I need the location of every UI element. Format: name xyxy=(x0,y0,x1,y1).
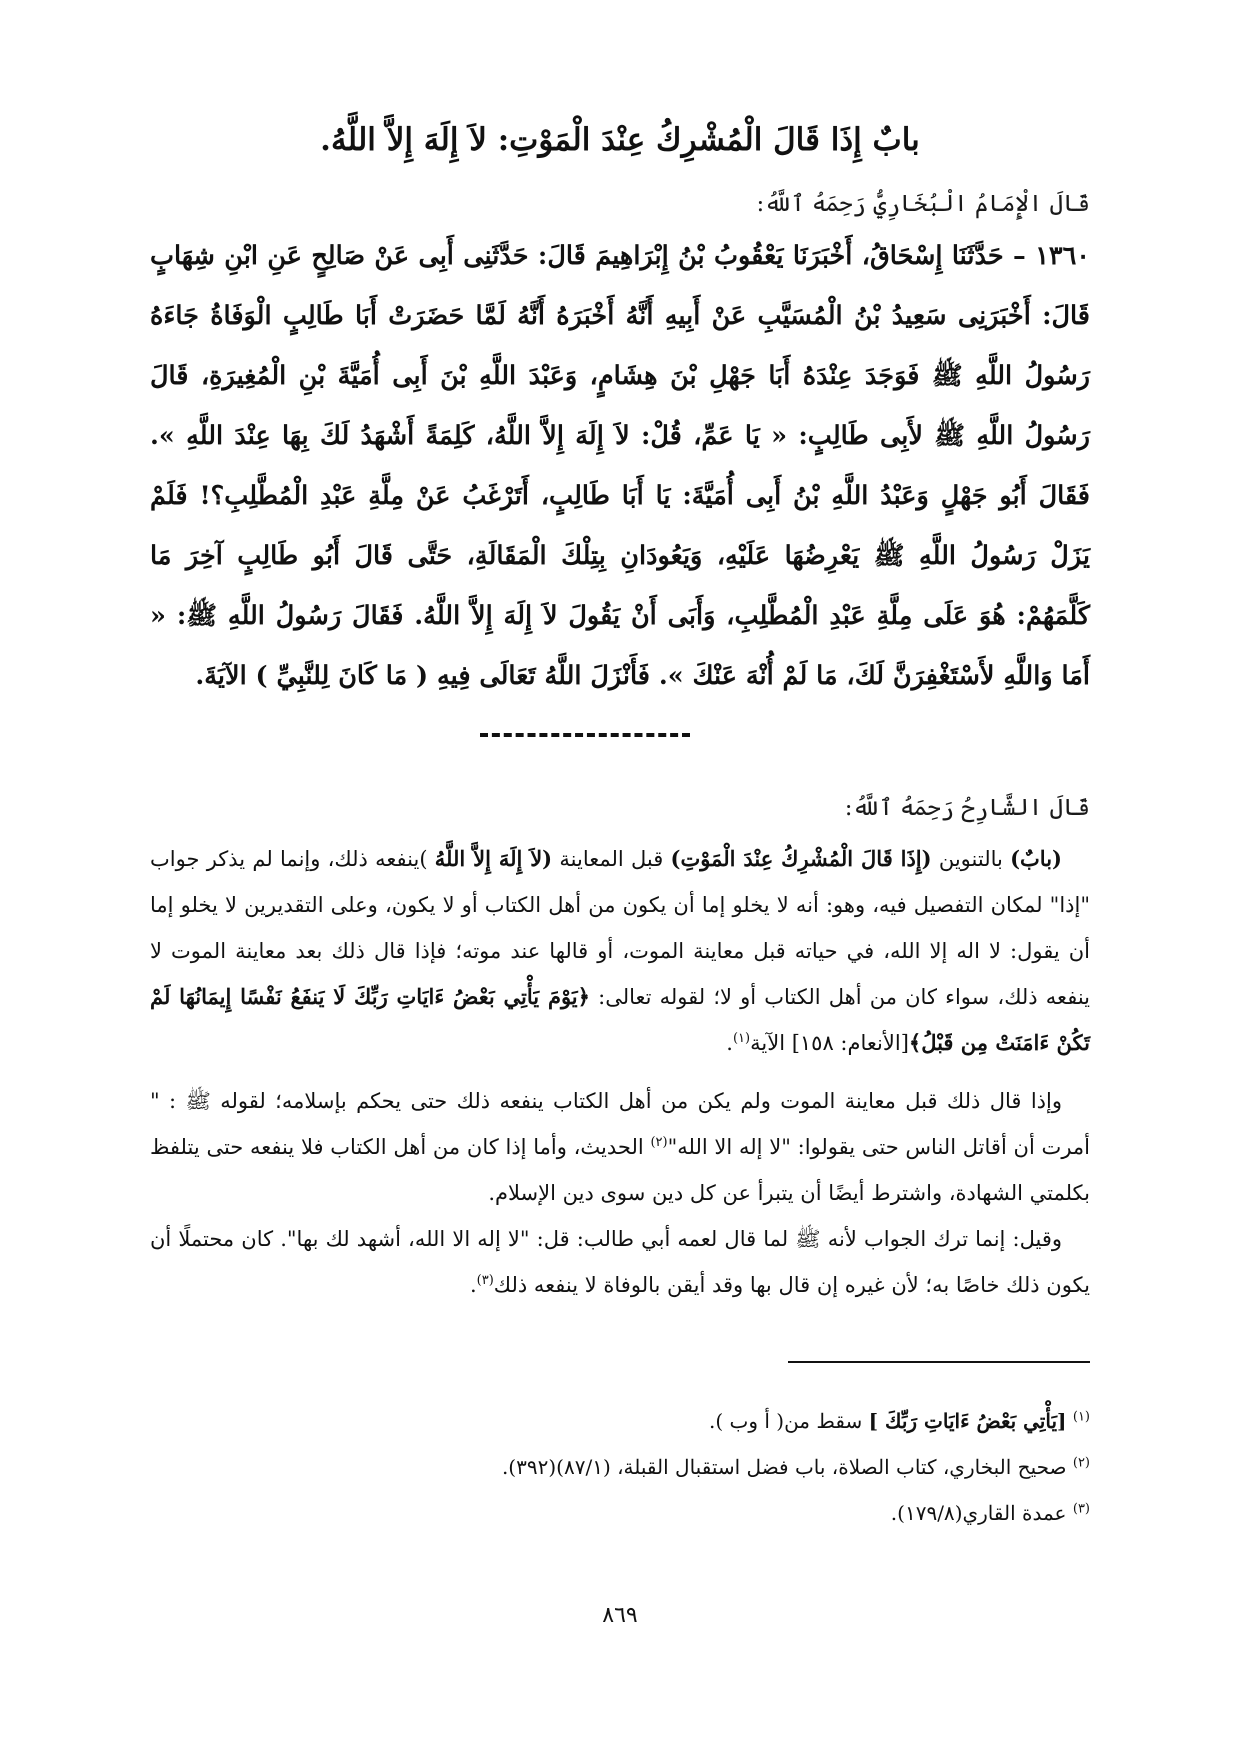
term-bab: (بابٌ) xyxy=(1010,846,1062,871)
quran-verse: ﴿يَوْمَ يَأْتِي بَعْضُ ءَايَاتِ رَبِّكَ لَا يَنفَعُ نَفْسًا إِيمَانُهَا لَمْ تَكُنْ ءَامَنَتْ مِن قَبْلُ﴾ xyxy=(150,984,1090,1055)
footnote-marker-1[interactable]: (١) xyxy=(732,1031,751,1046)
footnote-number: (٣) xyxy=(1072,1501,1090,1517)
commentary-text: . xyxy=(726,1031,733,1055)
term-idha: (إِذَا قَالَ الْمُشْرِكُ عِنْدَ الْمَوْتِ) xyxy=(670,846,932,871)
footnote-3 xyxy=(150,1490,1090,1536)
commentary-paragraph-3 xyxy=(150,1216,1090,1308)
page-number: ٨٦٩ xyxy=(602,1603,638,1628)
footnote-1 xyxy=(150,1398,1090,1444)
sharih-intro: قَالَ الشَّارِحُ رَحِمَهُ ٱللَّهُ: xyxy=(844,795,1090,821)
commentary-paragraph-2 xyxy=(150,1078,1090,1216)
commentary-text: وإذا قال ذلك قبل معاينة الموت ولم يكن من أهل الكتاب ينفعه ذلك حتى يحكم بإسلامه؛ لقوله ﷺ : " أمرت أن أقاتل الناس حتى يقولوا: "لا إله الا الله" xyxy=(150,1089,1090,1159)
commentary-text: وقيل: إنما ترك الجواب لأنه ﷺ لما قال لعمه أبي طالب: قل: "لا إله الا الله، أشهد لك بها". كان محتملًا أن يكون ذلك خاصًا به؛ لأن غيره إن قال بها وقد أيقن بالوفاة لا ينفعه ذلك xyxy=(150,1227,1090,1297)
commentary-text: )ينفعه ذلك، وإنما لم يذكر جواب "إذا" لمكان التفصيل فيه، وهو: أنه لا يخلو إما أن يكون من أهل الكتاب أو لا يكون، وعلى التقديرين لا يخلو إما أن يقول: لا اله إلا الله، في حياته قبل معاينة الموت، أو قالها عند موته؛ فإذا قال ذلك بعد معاينة الموت لا ينفعه ذلك، سواء كان من أهل الكتاب أو لا؛ لقوله تعالى: xyxy=(150,847,1090,1009)
footnote-rule xyxy=(788,1361,1090,1363)
footnote-2 xyxy=(150,1444,1090,1490)
hadith-body: حَدَّثَنَا إِسْحَاقُ، أَخْبَرَنَا يَعْقُوبُ بْنُ إِبْرَاهِيمَ قَالَ: حَدَّثَنِى أَبِى عَنْ صَالِحٍ عَنِ ابْنِ شِهَابٍ قَالَ: أَخْبَرَنِى سَعِيدُ بْنُ الْمُسَيَّبِ عَنْ أَبِيهِ أَنَّهُ أَخْبَرَهُ أَنَّهُ لَمَّا حَضَرَتْ أَبَا طَالِبٍ الْوَفَاةُ جَاءَهُ رَسُولُ اللَّهِ ﷺ فَوَجَدَ عِنْدَهُ أَبَا جَهْلِ بْنَ هِشَامٍ، وَعَبْدَ اللَّهِ بْنَ أَبِى أُمَيَّةَ بْنِ الْمُغِيرَةِ، قَالَ رَسُولُ اللَّهِ ﷺ لأَبِى طَالِبٍ: « يَا عَمِّ، قُلْ: لاَ إِلَهَ إِلاَّ اللَّهُ، كَلِمَةً أَشْهَدُ لَكَ بِهَا عِنْدَ اللَّهِ ». فَقَالَ أَبُو جَهْلٍ وَعَبْدُ اللَّهِ بْنُ أَبِى أُمَيَّةَ: يَا أَبَا طَالِبٍ، أَتَرْغَبُ عَنْ مِلَّةِ عَبْدِ الْمُطَّلِبِ؟! فَلَمْ يَزَلْ رَسُولُ اللَّهِ ﷺ يَعْرِضُهَا عَلَيْهِ، وَيَعُودَانِ بِتِلْكَ الْمَقَالَةِ، حَتَّى قَالَ أَبُو طَالِبٍ آخِرَ مَا كَلَّمَهُمْ: هُوَ عَلَى مِلَّةِ عَبْدِ الْمُطَّلِبِ، وَأَبَى أَنْ يَقُولَ لاَ إِلَهَ إِلاَّ اللَّهُ. فَقَالَ رَسُولُ اللَّهِ ﷺ: « أَمَا وَاللَّهِ لأَسْتَغْفِرَنَّ لَكَ، مَا لَمْ أُنْهَ عَنْكَ ». فَأَنْزَلَ اللَّهُ تَعَالَى فِيهِ ( مَا كَانَ لِلنَّبِيِّ ) الآيَةَ. xyxy=(150,241,1090,691)
footnote-quran: [يَأْتِي بَعْضُ ءَايَاتِ رَبِّكَ ] xyxy=(868,1409,1067,1433)
bukhari-intro: قَالَ الْإِمَامُ الْبُخَارِيُّ رَحِمَهُ ٱللَّهُ: xyxy=(756,191,1090,217)
footnotes xyxy=(150,1398,1090,1536)
hadith-number: ١٣٦٠ xyxy=(1035,241,1090,271)
footnote-text: عمدة القاري(١٧٩/٨). xyxy=(890,1501,1073,1525)
commentary-text: قبل المعاينة xyxy=(552,847,671,871)
commentary-block xyxy=(150,836,1090,1308)
dashed-separator xyxy=(480,733,690,737)
hadith-dash: – xyxy=(1003,241,1026,271)
footnote-text: صحيح البخاري، كتاب الصلاة، باب فضل استقبال القبلة، (٨٧/١)(٣٩٢). xyxy=(501,1455,1073,1479)
verse-reference: [الأنعام: ١٥٨] الآية xyxy=(750,1031,909,1055)
hadith-text-block xyxy=(150,226,1090,706)
footnote-text: سقط من( أ وب ). xyxy=(708,1409,869,1433)
commentary-text: بالتنوين xyxy=(931,847,1011,871)
chapter-title: بابٌ إِذَا قَالَ الْمُشْرِكُ عِنْدَ الْمَوْتِ: لاَ إِلَهَ إِلاَّ اللَّهُ. xyxy=(320,122,920,158)
commentary-text: الحديث، وأما إذا كان من أهل الكتاب فلا ينفعه حتى يتلفظ بكلمتي الشهادة، واشترط أيضًا أن يتبرأ عن كل دين سوى دين الإسلام. xyxy=(150,1135,1090,1205)
footnote-number: (٢) xyxy=(1072,1455,1090,1471)
commentary-text: . xyxy=(469,1273,477,1297)
commentary-paragraph-1 xyxy=(150,836,1090,1066)
footnote-marker-2[interactable]: (٢) xyxy=(650,1135,668,1150)
footnote-number: (١) xyxy=(1072,1409,1090,1425)
footnote-marker-3[interactable]: (٣) xyxy=(476,1273,494,1288)
term-shahada: (لاَ إِلَهَ إِلاَّ اللَّهُ xyxy=(434,846,553,871)
